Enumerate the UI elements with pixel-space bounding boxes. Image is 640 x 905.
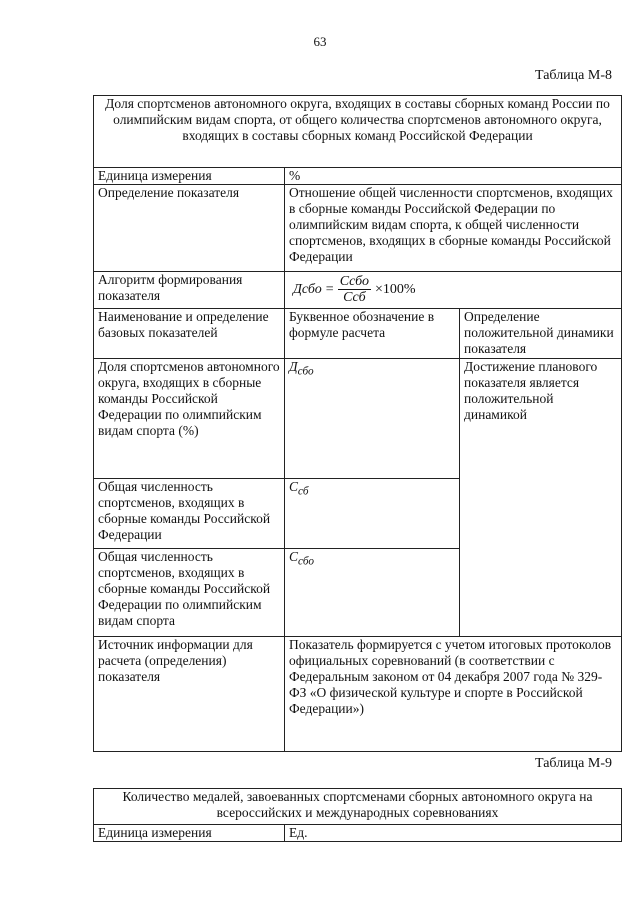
formula-lhs: Дсбо — [293, 281, 322, 297]
col-header-symbol: Буквенное обозначение в формуле расчета — [285, 309, 460, 359]
definition-label: Определение показателя — [94, 185, 285, 272]
m9-unit-label: Единица измерения — [94, 825, 285, 842]
dynamics-value: Достижение планового показателя является положительной динамикой — [460, 359, 622, 637]
row-3-symbol-main: С — [289, 549, 299, 564]
row-1-name: Доля спортсменов автономного округа, входящих в сборные команды Российской Федерации по олимпийским видам спорта (%) — [94, 359, 285, 479]
table-m8-title: Доля спортсменов автономного округа, входящих в составы сборных команд России по олимпийским видам спорта, от общего количества спортсменов автономного округа, входящих в составы сборных команд Российской Федерации — [94, 96, 622, 168]
col-header-dynamics: Определение положительной динамики показателя — [460, 309, 622, 359]
source-label: Источник информации для расчета (определения) показателя — [94, 637, 285, 752]
table-m8 — [93, 95, 622, 752]
page-number: 63 — [313, 34, 327, 49]
table-m9-label: Таблица М-9 — [535, 756, 612, 771]
algorithm-label: Алгоритм формирования показателя — [94, 272, 285, 309]
formula-fraction — [338, 274, 371, 305]
formula-multiplier: ×100% — [375, 281, 416, 297]
row-2-symbol-sub: сб — [298, 485, 309, 498]
unit-value: % — [285, 168, 622, 185]
source-value: Показатель формируется с учетом итоговых протоколов официальных соревнований (в соответствии с Федеральным законом от 04 декабря 2007 года № 329-ФЗ «О физической культуре и спорте в Российской Федерации») — [285, 637, 622, 752]
row-2-symbol — [285, 479, 460, 549]
algorithm-formula — [285, 272, 622, 309]
row-1-symbol-sub: сбо — [297, 365, 314, 378]
table-m9-title: Количество медалей, завоеванных спортсменами сборных автономного округа на всероссийских и международных соревнованиях — [94, 789, 622, 825]
row-3-symbol — [285, 549, 460, 637]
definition-value: Отношение общей численности спортсменов, входящих в сборные команды Российской Федерации по олимпийским видам спорта, к общей численности спортсменов, входящих в сборные команды Российской Федерации — [285, 185, 622, 272]
row-2-name: Общая численность спортсменов, входящих в сборные команды Российской Федерации — [94, 479, 285, 549]
formula-numerator: Ссбо — [339, 274, 370, 289]
formula-denominator: Ссб — [343, 290, 366, 305]
row-3-name: Общая численность спортсменов, входящих в сборные команды Российской Федерации по олимпийским видам спорта — [94, 549, 285, 637]
col-header-name: Наименование и определение базовых показателей — [94, 309, 285, 359]
row-3-symbol-sub: сбо — [298, 555, 314, 568]
row-2-symbol-main: С — [289, 479, 299, 494]
table-m8-label: Таблица М-8 — [535, 68, 612, 83]
formula — [289, 272, 416, 305]
formula-eq: = — [325, 281, 334, 297]
row-1-symbol-main: Д — [289, 359, 298, 374]
unit-label: Единица измерения — [94, 168, 285, 185]
m9-unit-value: Ед. — [285, 825, 622, 842]
row-1-symbol — [285, 359, 460, 479]
table-m9 — [93, 788, 622, 842]
